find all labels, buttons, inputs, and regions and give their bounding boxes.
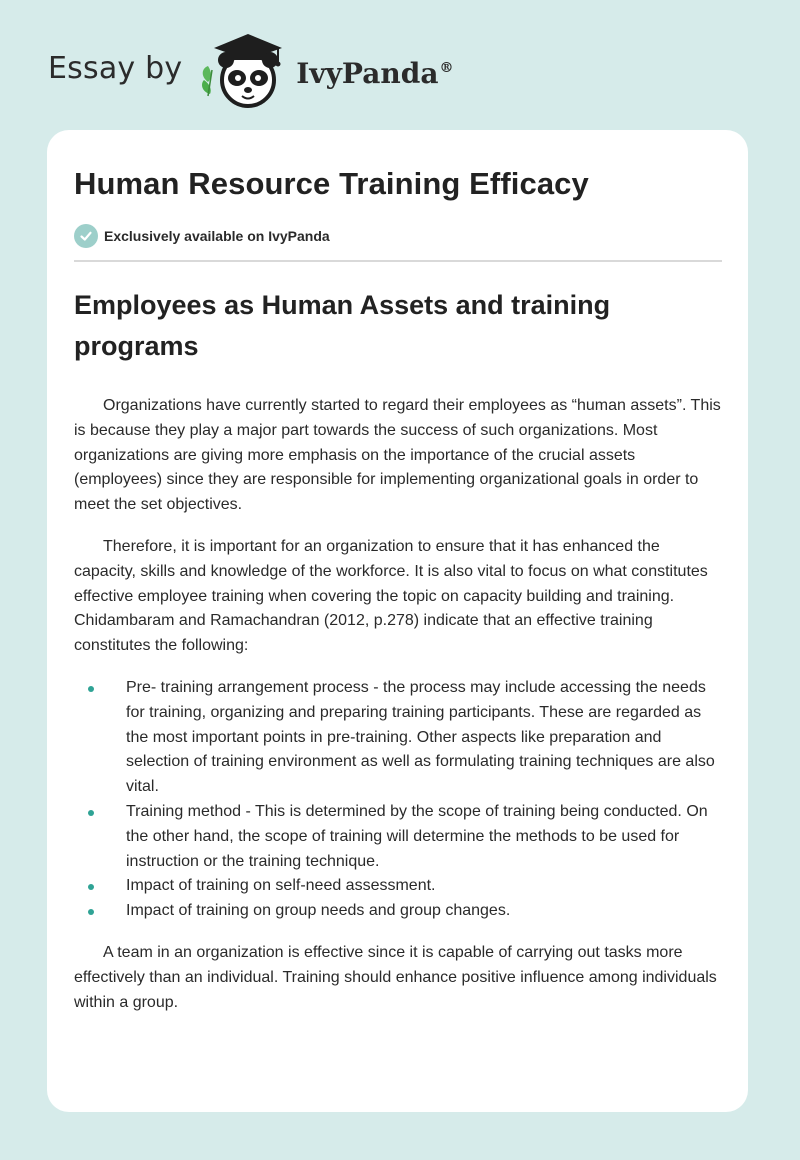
page-title: Human Resource Training Efficacy [74, 166, 589, 201]
check-icon [79, 229, 93, 243]
paragraph: A team in an organization is effective since it is capable of carrying out tasks more effectively than an individual. Training should enhance positive influence among individuals within a group. [74, 943, 717, 1011]
divider [74, 260, 722, 262]
list-item-text: Impact of training on self-need assessment. [126, 877, 436, 895]
exclusive-badge-label: Exclusively available on IvyPanda [104, 228, 330, 244]
bullet-icon [88, 810, 94, 816]
list-item-text: Pre- training arrangement process - the process may include accessing the needs for training, organizing and preparing training participants. These are regarded as the most important points in pre-training. Other aspects like preparation and selection of training environment as well as formulating training techniques are also vital. [126, 678, 715, 796]
brand-name[interactable] [296, 57, 453, 90]
panda-logo-icon[interactable] [198, 30, 290, 110]
registered-mark: ® [439, 60, 454, 77]
list-item-text: Impact of training on group needs and group changes. [126, 902, 511, 920]
brand-name-text: IvyPanda [296, 56, 439, 90]
exclusive-badge [74, 222, 722, 250]
list-item [74, 899, 722, 924]
section-heading: Employees as Human Assets and training programs [74, 290, 611, 361]
paragraph: Organizations have currently started to regard their employees as “human assets”. This is because they play a major part towards the success of such organizations. Most organizations are giving more emphasis on the importance of the crucial assets (employees) since they are responsible for implementing organizational goals in order to meet the set objectives. [74, 397, 721, 514]
brand-prefix: Essay by [48, 50, 183, 86]
list-item [74, 800, 722, 874]
list-item-text: Training method - This is determined by the scope of training being conducted. On the other hand, the scope of training will determine the methods to be used for instruction or the training technique. [126, 802, 708, 870]
list-item [74, 676, 722, 800]
essay-card [47, 130, 748, 1112]
bullet-icon [88, 909, 94, 915]
bullet-icon [88, 884, 94, 890]
list-item [74, 874, 722, 899]
site-header [48, 30, 453, 110]
training-list [74, 676, 722, 924]
paragraph: Therefore, it is important for an organization to ensure that it has enhanced the capacity, skills and knowledge of the workforce. It is also vital to focus on what constitutes effective employee training when covering the topic on capacity building and training. Chidambaram and Ramachandran (2012, p.278) indicate that an effective training constitutes the following: [74, 537, 708, 655]
check-circle-icon [74, 224, 98, 248]
bullet-icon [88, 686, 94, 692]
